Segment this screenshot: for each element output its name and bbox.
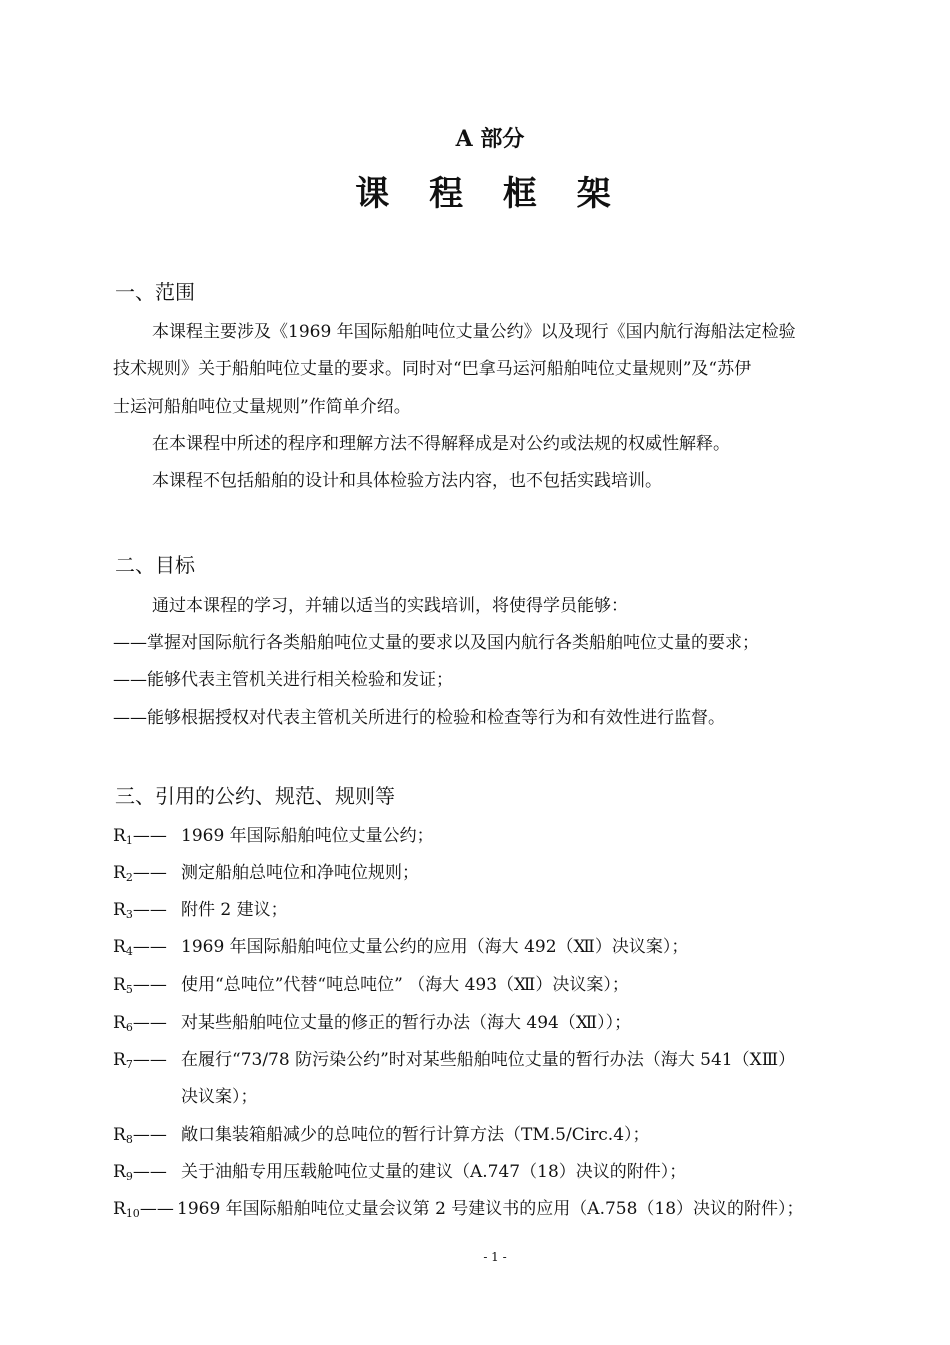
reference-text: 关于油船专用压载舱吨位丈量的建议（A.747（18）决议的附件）；	[181, 1162, 687, 1182]
reference-item	[113, 862, 419, 889]
reference-item	[113, 1124, 650, 1151]
paragraph-line: 本课程不包括船舶的设计和具体检验方法内容，也不包括实践培训。	[152, 471, 662, 491]
reference-id: $R_5——$	[113, 975, 167, 996]
reference-text: 1969 年国际船舶吨位丈量会议第 2 号建议书的应用（A.758（18）决议的附件）；	[177, 1199, 804, 1219]
reference-id: $R_2——$	[113, 863, 167, 884]
reference-id: $R_9——$	[113, 1162, 167, 1183]
reference-item	[113, 825, 434, 852]
reference-id: $R_8——$	[113, 1125, 167, 1146]
reference-text: 1969 年国际船舶吨位丈量公约；	[181, 826, 434, 846]
reference-text: 附件 2 建议；	[181, 900, 288, 920]
reference-item	[113, 1198, 804, 1225]
reference-id: $R_7——$	[113, 1050, 167, 1071]
reference-item	[113, 936, 688, 963]
reference-item	[113, 1049, 795, 1076]
paragraph-line: 通过本课程的学习，并辅以适当的实践培训，将使得学员能够：	[152, 596, 628, 616]
reference-item	[113, 1161, 686, 1188]
part-label: A 部分	[455, 126, 525, 152]
reference-id: $R_6——$	[113, 1013, 167, 1034]
objective-item: ——掌握对国际航行各类船舶吨位丈量的要求以及国内航行各类船舶吨位丈量的要求；	[113, 633, 759, 653]
objective-item: ——能够代表主管机关进行相关检验和发证；	[113, 670, 453, 690]
reference-text: 测定船舶总吨位和净吨位规则；	[181, 863, 419, 883]
section-heading-objectives: 二、目标	[115, 553, 195, 577]
reference-text: 对某些船舶吨位丈量的修正的暂行办法（海大 494（Ⅻ））；	[181, 1013, 632, 1033]
reference-id: $R_3——$	[113, 900, 167, 921]
reference-id: $R_1——$	[113, 826, 167, 847]
reference-item	[113, 974, 629, 1001]
reference-text: 决议案）；	[181, 1087, 258, 1107]
section-heading-references: 三、引用的公约、规范、规则等	[115, 784, 395, 808]
paragraph-line: 在本课程中所述的程序和理解方法不得解释成是对公约或法规的权威性解释。	[152, 434, 730, 454]
reference-id: $R_{10}——$	[113, 1199, 174, 1220]
reference-text: 使用“总吨位”代替“吨总吨位” （海大 493（Ⅻ）决议案）；	[181, 975, 629, 995]
reference-item-continuation	[113, 1086, 258, 1108]
page-title: 课 程 框 架	[355, 174, 625, 214]
reference-id: $R_4——$	[113, 937, 167, 958]
section-heading-scope: 一、范围	[115, 280, 195, 304]
paragraph-line: 士运河船舶吨位丈量规则”作简单介绍。	[113, 397, 411, 417]
page-number: - 1 -	[483, 1250, 507, 1264]
reference-text: 敞口集装箱船减少的总吨位的暂行计算方法（TM.5/Circ.4）；	[181, 1125, 650, 1145]
reference-text: 在履行“73/78 防污染公约”时对某些船舶吨位丈量的暂行办法（海大 541（ⅩⅢ）	[181, 1050, 796, 1070]
reference-item	[113, 1012, 631, 1039]
paragraph-line: 本课程主要涉及《1969 年国际船舶吨位丈量公约》以及现行《国内航行海船法定检验	[152, 322, 796, 342]
reference-item	[113, 899, 288, 926]
paragraph-line: 技术规则》关于船舶吨位丈量的要求。同时对“巴拿马运河船舶吨位丈量规则”及“苏伊	[113, 359, 752, 379]
reference-text: 1969 年国际船舶吨位丈量公约的应用（海大 492（Ⅻ）决议案）；	[181, 937, 689, 957]
objective-item: ——能够根据授权对代表主管机关所进行的检验和检查等行为和有效性进行监督。	[113, 708, 725, 728]
